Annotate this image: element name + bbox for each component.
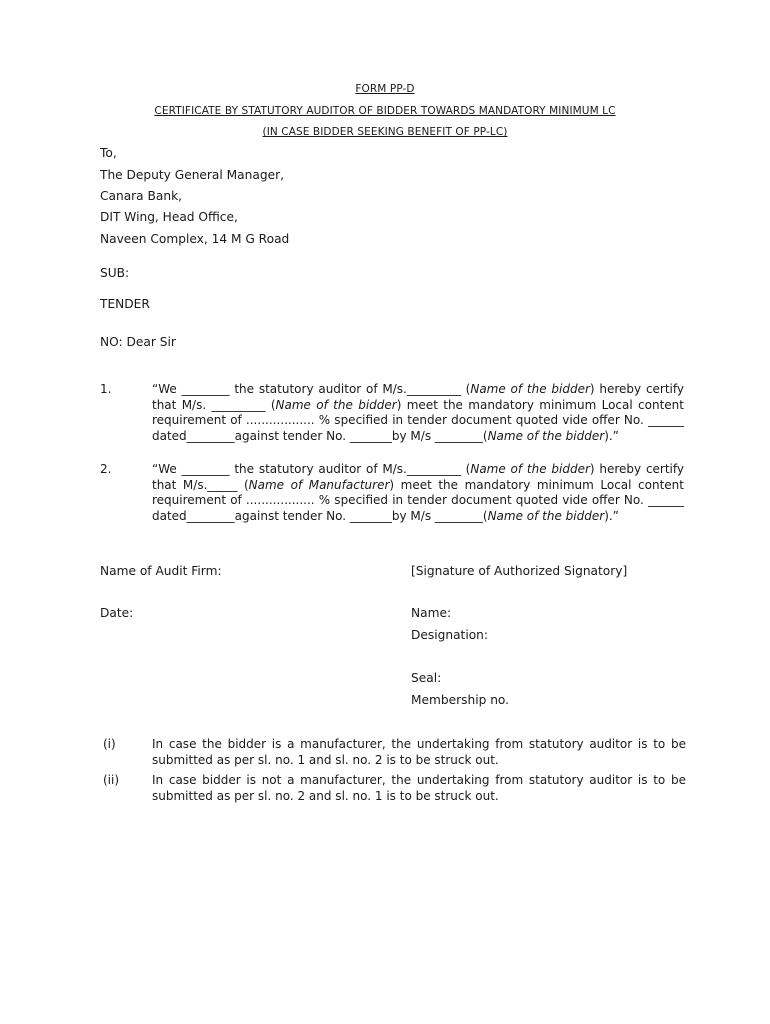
certificate-clause-2 — [152, 462, 684, 524]
address-line-2: Canara Bank, — [100, 189, 183, 203]
certificate-clause-1 — [152, 382, 684, 444]
note-number: (ii) — [103, 773, 120, 787]
address-line-3: DIT Wing, Head Office, — [100, 210, 238, 224]
audit-firm-label: Name of Audit Firm: — [100, 564, 222, 578]
clause-italic: Name of the bidder — [470, 382, 590, 396]
seal-label: Seal: — [411, 671, 442, 685]
item-number: 2. — [100, 462, 112, 476]
note-text: In case bidder is not a manufacturer, the undertaking from statutory auditor is to be submitted as per sl. no. 2 and sl. no. 1 is to be struck out. — [152, 773, 686, 803]
membership-label: Membership no. — [411, 693, 510, 707]
clause-italic: Name of the bidder — [275, 397, 397, 412]
clause-text: ).” — [604, 508, 619, 523]
clause-text: ) hereby certify that M/s._____ ( — [152, 462, 685, 492]
form-title: FORM PP-D — [355, 83, 415, 95]
designation-label: Designation: — [411, 628, 488, 642]
subject-label: SUB: — [100, 266, 130, 280]
tender-label: TENDER — [100, 297, 150, 311]
clause-italic: Name of the bidder — [487, 428, 605, 443]
item-number: 1. — [100, 382, 112, 396]
clause-text: ) hereby certify that M/s. _________ ( — [152, 382, 685, 412]
note-text: In case the bidder is a manufacturer, the undertaking from statutory auditor is to be submitted as per sl. no. 1 and sl. no. 2 is to be struck out. — [152, 737, 686, 767]
address-line-4: Naveen Complex, 14 M G Road — [100, 232, 290, 246]
clause-text: ) meet the mandatory minimum Local content requirement of .................. % specified in tender document quoted vide offer No. ______ dated________against tender No. _______by M/s ________( — [152, 397, 684, 443]
clause-italic: Name of Manufacturer — [248, 477, 390, 492]
certificate-subtitle: (IN CASE BIDDER SEEKING BENEFIT OF PP-LC) — [262, 126, 508, 138]
date-label: Date: — [100, 606, 134, 620]
clause-text: “We ________ the statutory auditor of M/s._________ ( — [152, 382, 471, 396]
clause-italic: Name of the bidder — [487, 508, 605, 523]
certificate-title: CERTIFICATE BY STATUTORY AUDITOR OF BIDDER TOWARDS MANDATORY MINIMUM LC — [154, 105, 616, 117]
note-number: (i) — [103, 737, 116, 751]
signature-label: [Signature of Authorized Signatory] — [411, 564, 628, 578]
salutation: NO: Dear Sir — [100, 335, 176, 349]
address-line-1: The Deputy General Manager, — [100, 168, 284, 182]
clause-text: “We ________ the statutory auditor of M/s._________ ( — [152, 462, 471, 476]
clause-italic: Name of the bidder — [470, 462, 590, 476]
clause-text: ) meet the mandatory minimum Local content requirement of .................. % specified in tender document quoted vide offer No. ______ dated________against tender No. _______by M/s ________( — [152, 477, 684, 523]
clause-text: ).” — [604, 428, 619, 443]
name-label: Name: — [411, 606, 452, 620]
address-to: To, — [100, 146, 117, 160]
